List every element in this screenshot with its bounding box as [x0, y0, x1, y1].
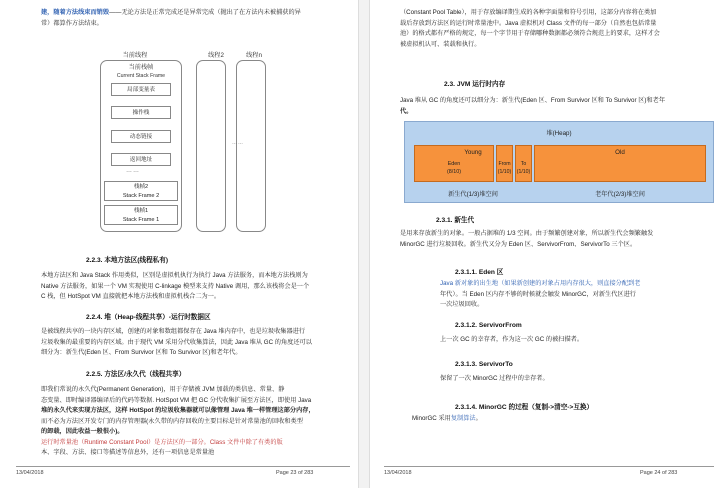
- heap-title: 堆(Heap): [546, 130, 572, 137]
- footer-rule: [16, 466, 350, 467]
- heading-2-3-1-2: 2.3.1.2. ServivorFrom: [455, 322, 522, 329]
- heading-2-3: 2.3. JVM 运行时内存: [444, 81, 506, 88]
- footer-rule: [384, 466, 714, 467]
- current-thread-label: 当前线程: [122, 52, 148, 59]
- eden-label: Eden (8/10): [446, 161, 462, 175]
- threadn-label: 线程n: [246, 52, 262, 59]
- paragraph-minorgc: MinorGC 采用复制算法。: [412, 415, 482, 422]
- thread2-stack: [196, 60, 226, 232]
- young-generation-caption: 新生代(1/3)堆空间: [448, 191, 498, 198]
- paragraph-servivor-to: 保留了一次 MinorGC 过程中的幸存者。: [440, 375, 549, 382]
- footer-date: 13/04/2018: [384, 470, 412, 476]
- stack-frame-1: 栈帧1 Stack Frame 1: [104, 205, 178, 225]
- paragraph-2-3: Java 堆从 GC 的角度还可以细分为：新生代(Eden 区、From Survivor 区和 To Survivor 区)和老年 代。: [400, 97, 666, 115]
- heading-2-2-5: 2.2.5. 方法区/永久代（线程共享）: [86, 371, 186, 378]
- old-generation-caption: 老年代(2/3)堆空间: [595, 191, 645, 198]
- frame-ellipsis: ……: [126, 168, 140, 174]
- paragraph-servivor-from: 上一次 GC 的幸存者，作为这一次 GC 的被扫描者。: [440, 336, 584, 343]
- heading-2-3-1-3: 2.3.1.3. ServivorTo: [455, 361, 513, 368]
- thread2-label: 线程2: [208, 52, 224, 59]
- old-label: Old: [615, 149, 625, 156]
- young-label: Young: [464, 149, 482, 156]
- to-survivor-label: To (1/10): [516, 161, 531, 175]
- stack-frame-2: 栈帧2 Stack Frame 2: [104, 181, 178, 201]
- left-page: [8, 0, 358, 488]
- heading-2-3-1-4: 2.3.1.4. MinorGC 的过程（复制->清空->互换）: [455, 404, 594, 411]
- paragraph-2-2-3: 本地方法区和 Java Stack 作用类似，区别是虚拟机执行为执行 Java 方法服务，而本地方法栈则为 Native 方法服务，如果一个 VM 实现使用 C-linkage 模型来支持 Native 调用，那么该栈将会是一个 C 栈，但 HotSpot VM 直接就把本地方法栈和虚拟机栈合二为一。: [41, 272, 310, 300]
- paragraph-2-3-1: 是用来存放新生的对象。一般占据堆的 1/3 空间。由于频繁创建对象，所以新生代会频繁触发 MinorGC 进行垃圾回收。新生代又分为 Eden 区、ServivorFrom、ServivorTo 三个区。: [400, 230, 654, 248]
- footer-date: 13/04/2018: [16, 470, 44, 476]
- constant-pool-paragraph: （Constant Pool Table），用于存放编译期生成的各种字面量和符号引用，这部分内容将在类加 载后存放到方法区的运行时常量池中。Java 虚拟机对 Class 文件的每一部分（自然也包括常量 池）的格式都有严格的规定，每一个字节用于存储哪种数据都必须符合规范上的要求，这样才会 被虚拟机认可、装载和执行。: [400, 9, 660, 48]
- paragraph-eden: Java 新对象的出生地（如果新创建的对象占用内存很大，则直接分配到老 年代）。当 Eden 区内存不够的时候就会触发 MinorGC，对新生代区进行 一次垃圾回收。: [440, 280, 641, 308]
- footer-page-number: Page 24 of 283: [640, 470, 678, 476]
- local-variable-table-box: 局部变量表: [111, 83, 171, 96]
- heading-2-3-1: 2.3.1. 新生代: [436, 217, 475, 224]
- operand-stack-box: 操作栈: [111, 106, 171, 119]
- intro-paragraph: 建，随着方法线束而销毁——无论方法是正常完成还是异常完成（抛出了在方法内未被捕获的异 常）都算作方法结束。: [41, 9, 301, 27]
- right-page: [370, 0, 720, 488]
- return-address-box: 返回地址: [111, 153, 171, 166]
- dynamic-linking-box: 动态链接: [111, 130, 171, 143]
- threadn-stack: [236, 60, 266, 232]
- from-survivor-label: From (1/10): [497, 161, 512, 175]
- heading-2-3-1-1: 2.3.1.1. Eden 区: [455, 269, 504, 276]
- paragraph-2-2-4: 是被线程共享的一块内存区域，创建的对象和数组都保存在 Java 堆内存中，也是垃圾收集器进行 垃圾收集的最重要的内存区域。由于现代 VM 采用分代收集算法，因此 Java 堆从 GC 的角度还可以 细分为：新生代(Eden 区、From Survivor 区和 To Survivor 区)和老年代。: [41, 328, 312, 356]
- paragraph-2-2-5: 即我们常说的永久代(Permanent Generation)，用于存储被 JVM 加载的类信息、常量、静 态变量、即时编译器编译后的代码等数据. HotSpot VM 把 GC 分代收集扩展至方法区，即使用 Java 堆的永久代来实现方法区，这样 HotSpot 的垃圾收集器就可以像管理 Java 堆一样管理这部分内存， 而不必为方法区开发专门的内存管理器(永久带的内存回收的主要目标是针对常量池的回收和类型 的卸载，因此收益一般很小)。 运行时常量池（Runtime Constant Pool）是方法区的一部分。Class 文件中除了有类的版 本、字段、方法、接口等描述等信息外，还有一项信息是常量池: [41, 386, 315, 456]
- heading-2-2-4: 2.2.4. 堆（Heap-线程共享）-运行时数据区: [86, 314, 211, 321]
- page-gutter: [358, 0, 370, 488]
- current-frame-label: 当前栈帧 Current Stack Frame: [116, 64, 166, 79]
- threadn-ellipsis: ……: [232, 140, 244, 146]
- heading-2-2-3: 2.2.3. 本地方法区(线程私有): [86, 257, 169, 264]
- footer-page-number: Page 23 of 283: [276, 470, 314, 476]
